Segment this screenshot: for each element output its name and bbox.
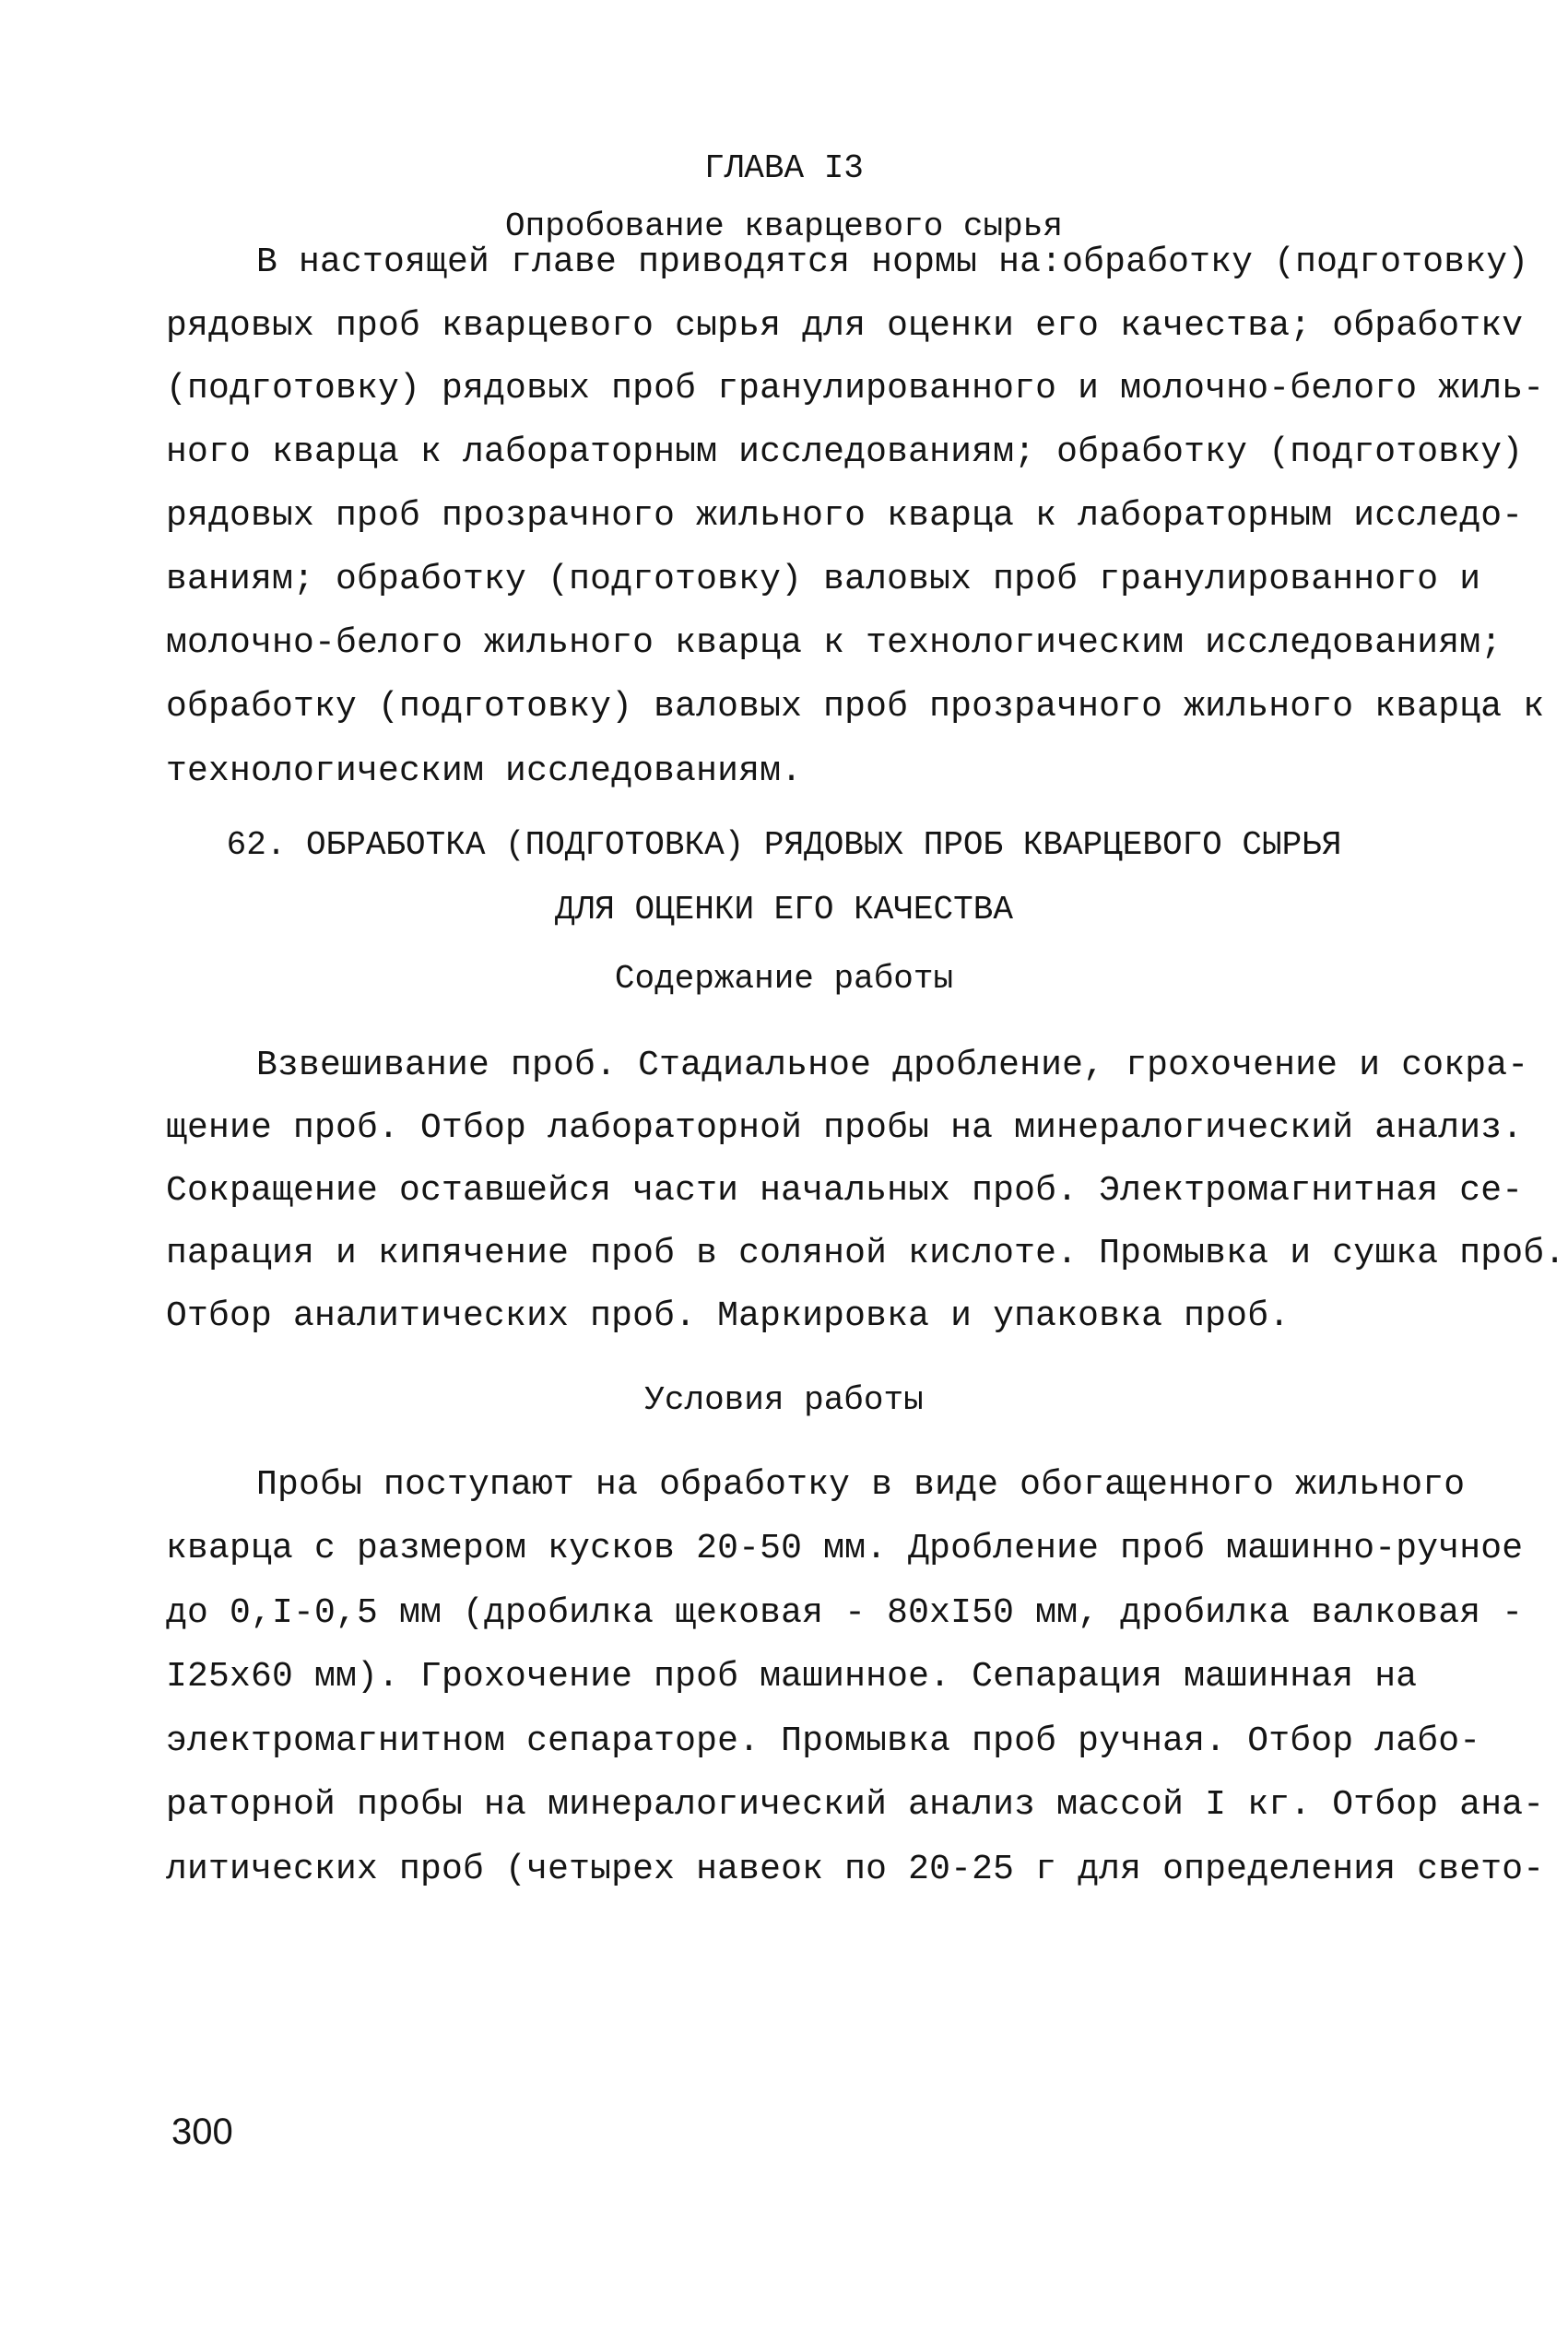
- paragraph-line: рядовых проб прозрачного жильного кварца к лабораторным исследо-: [166, 496, 1524, 536]
- paragraph-line: до 0,I-0,5 мм (дробилка щековая - 80хI50 мм, дробилка валковая -: [166, 1593, 1524, 1633]
- paragraph-line: раторной пробы на минералогический анализ массой I кг. Отбор ана-: [166, 1785, 1545, 1825]
- section-title-line-2: ДЛЯ ОЦЕНКИ ЕГО КАЧЕСТВА: [555, 891, 1013, 928]
- paragraph-line: Взвешивание проб. Стадиальное дробление, грохочение и сокра-: [256, 1046, 1529, 1085]
- paragraph-line: электромагнитном сепараторе. Промывка проб ручная. Отбор лабо-: [166, 1721, 1481, 1761]
- chapter-subtitle: Опробование кварцевого сырья: [505, 207, 1063, 245]
- paragraph-line: технологическим исследованиям.: [166, 751, 803, 791]
- paragraph-line: молочно-белого жильного кварца к технологическим исследованиям;: [166, 623, 1503, 663]
- paragraph-line: Пробы поступают на обработку в виде обогащенного жильного: [256, 1465, 1466, 1505]
- paragraph-line: В настоящей главе приводятся нормы на:обработку (подготовку): [256, 242, 1529, 282]
- paragraph-line: Отбор аналитических проб. Маркировка и упаковка проб.: [166, 1296, 1291, 1336]
- chapter-title: ГЛАВА I3: [704, 149, 864, 187]
- paragraph-line: щение проб. Отбор лабораторной пробы на минералогический анализ.: [166, 1108, 1524, 1148]
- paragraph-line: Сокращение оставшейся части начальных проб. Электромагнитная се-: [166, 1171, 1524, 1211]
- paragraph-line: литических проб (четырех навеок по 20-25 г для определения свето-: [166, 1850, 1545, 1889]
- paragraph-line: ного кварца к лабораторным исследованиям; обработку (подготовку): [166, 432, 1524, 472]
- work-content-heading: Содержание работы: [614, 960, 954, 998]
- paragraph-line: ваниям; обработку (подготовку) валовых проб гранулированного и: [166, 560, 1481, 599]
- page-number: 300: [171, 2111, 233, 2152]
- section-title-line-1: 62. ОБРАБОТКА (ПОДГОТОВКА) РЯДОВЫХ ПРОБ КВАРЦЕВОГО СЫРЬЯ: [226, 826, 1342, 864]
- paragraph-line: рядовых проб кварцевого сырья для оценки его качества; обработкv: [166, 306, 1524, 346]
- paragraph-line: обработку (подготовку) валовых проб прозрачного жильного кварца к: [166, 687, 1545, 727]
- paragraph-line: I25х60 мм). Грохочение проб машинное. Сепарация машинная на: [166, 1657, 1418, 1697]
- work-conditions-heading: Условия работы: [644, 1381, 924, 1419]
- paragraph-line: парация и кипячение проб в соляной кислоте. Промывка и сушка проб.: [166, 1234, 1566, 1273]
- paragraph-line: (подготовку) рядовых проб гранулированного и молочно-белого жиль-: [166, 369, 1545, 408]
- paragraph-line: кварца с размером кусков 20-50 мм. Дробление проб машинно-ручное: [166, 1529, 1524, 1568]
